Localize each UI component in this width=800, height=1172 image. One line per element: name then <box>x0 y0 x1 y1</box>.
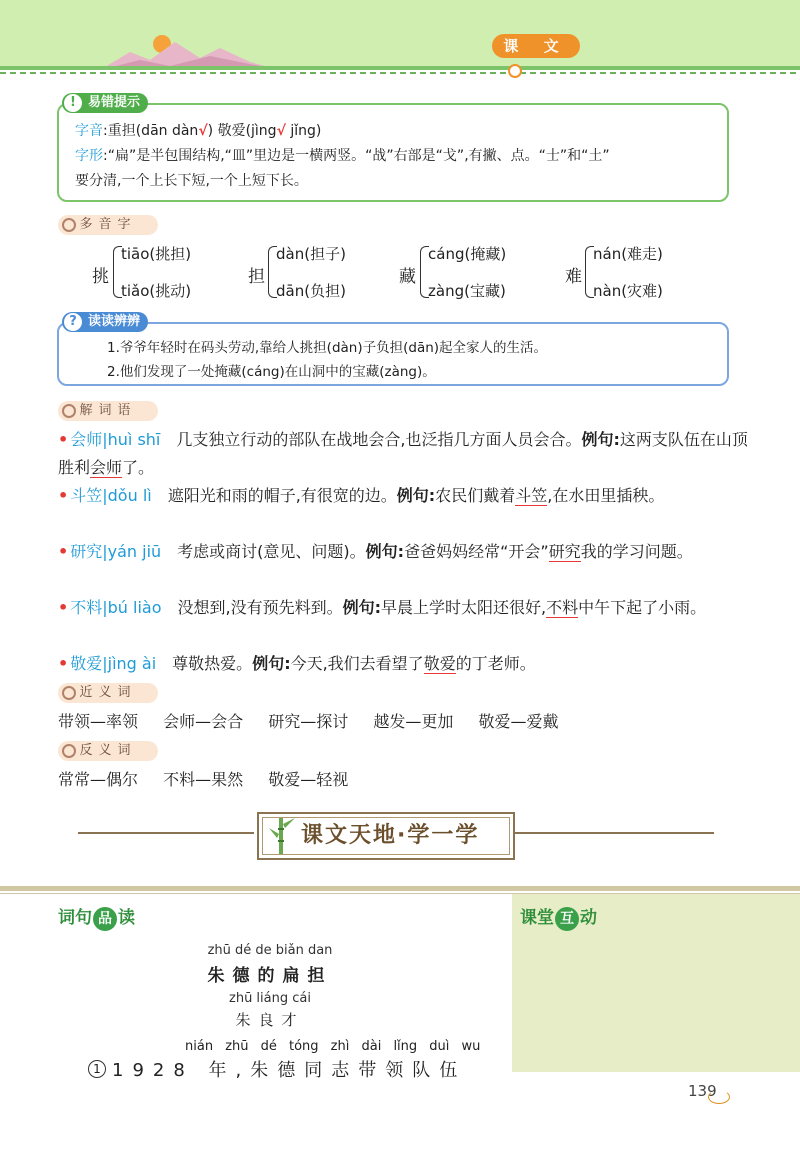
scroll-curl-icon <box>62 686 76 700</box>
bamboo-icon <box>267 816 297 856</box>
vocab-item: • 不料|bú liào 没想到,没有预先料到。例句:早晨上学时太阳还很好,不料中午下起了小雨。 <box>58 598 707 617</box>
check-mark-icon: √ <box>276 123 286 139</box>
synonym-pair: 敬爱—爱戴 <box>478 712 559 731</box>
antonym-pair: 敬爱—轻视 <box>268 770 349 789</box>
tip-title: 易错提示 <box>88 95 141 110</box>
vocab-word: 研究 <box>70 542 103 561</box>
class-heading: 课堂 互 动 <box>520 903 597 931</box>
mountain-illustration <box>100 30 280 70</box>
paragraph-number: 1 <box>88 1060 106 1078</box>
poly-char: 藏 <box>399 267 416 287</box>
tip-title-tag <box>62 93 148 113</box>
tip-line-2: 字形:“扁”是半包围结构,“皿”里边是一横两竖。“战”右部是“戈”,有撇、点。“士”和“土” <box>75 148 610 164</box>
vocab-word: 会师 <box>70 430 103 449</box>
page-curl-icon <box>708 1090 730 1104</box>
poly-reading: nán(难走) <box>593 245 663 263</box>
story-text: 1928 年,朱德同志带领队伍 <box>112 1060 467 1081</box>
synonym-pair: 越发—更加 <box>373 712 454 731</box>
section-banner <box>257 812 515 860</box>
question-icon: ? <box>64 313 82 331</box>
poly-reading: dàn(担子) <box>276 245 346 263</box>
poly-char: 挑 <box>92 267 109 287</box>
vocab-word: 斗笠 <box>70 486 103 505</box>
synonym-pair: 带领—率领 <box>58 712 139 731</box>
poly-reading: nàn(灾难) <box>593 282 663 300</box>
vocab-item: • 斗笠|dǒu lì 遮阳光和雨的帽子,有很宽的边。例句:农民们戴着斗笠,在水田里插秧。 <box>58 486 665 505</box>
ribbon-knot-icon <box>508 64 522 78</box>
header-rail-dots <box>0 72 800 74</box>
poly-reading: tiǎo(挑动) <box>121 282 192 300</box>
section-tag: 课 文 <box>492 34 580 58</box>
scroll-curl-icon <box>62 404 76 418</box>
story-pinyin: nián zhū dé tóng zhì dài lǐng duì wu <box>185 1039 481 1054</box>
section-tag-synonyms: 近义词 <box>58 683 158 703</box>
page-number: 139 <box>688 1082 717 1100</box>
vocab-pinyin: yán jiū <box>107 542 162 561</box>
reading-heading: 词句 品 读 <box>58 903 135 931</box>
check-mark-icon: √ <box>198 123 208 139</box>
section-tag-antonyms: 反义词 <box>58 741 158 761</box>
tip-line-1: 字音:重担(dān dàn√) 敬爱(jìng√ jǐng) <box>75 123 322 139</box>
vocab-item: • 敬爱|jìng ài 尊敬热爱。例句:今天,我们去看望了敬爱的丁老师。 <box>58 654 536 673</box>
vocab-pinyin: dǒu lì <box>107 486 152 505</box>
scroll-curl-icon <box>62 744 76 758</box>
vocab-pinyin: bú liào <box>107 598 162 617</box>
scroll-curl-icon <box>62 218 76 232</box>
synonym-pair: 会师—会合 <box>163 712 244 731</box>
vocab-item: • 会师|huì shī 几支独立行动的部队在战地会合,也泛指几方面人员会合。例句:这两支队伍在山顶胜利会师了。 <box>58 430 748 477</box>
story-title: 朱德的扁担 <box>207 966 333 986</box>
exclamation-icon: ! <box>64 94 82 112</box>
vocab-pinyin: huì shī <box>107 430 161 449</box>
read-sentence-1: 1.爷爷年轻时在码头劳动,靠给人挑担(dàn)子负担(dān)起全家人的生活。 <box>107 340 548 356</box>
read-title: 读读辨辨 <box>88 314 141 329</box>
tip-label-pronunciation: 字音 <box>75 123 103 139</box>
poly-reading: dān(负担) <box>276 282 346 300</box>
vocab-word: 敬爱 <box>70 654 103 673</box>
poly-char: 难 <box>565 267 582 287</box>
synonym-list <box>58 709 578 732</box>
author-pinyin: zhū liáng cái <box>229 991 311 1006</box>
title-pinyin: zhū dé de biǎn dan <box>207 943 333 958</box>
antonym-pair: 常常—偶尔 <box>58 770 139 789</box>
bamboo-rail <box>0 886 800 891</box>
poly-reading: cáng(掩藏) <box>428 245 507 263</box>
vocab-item: • 研究|yán jiū 考虑或商讨(意见、问题)。例句:爸爸妈妈经常“开会”研究我的学习问题。 <box>58 542 693 561</box>
poly-reading: tiāo(挑担) <box>121 245 192 263</box>
read-sentence-2: 2.他们发现了一处掩藏(cáng)在山洞中的宝藏(zàng)。 <box>107 364 436 380</box>
story-author: 朱良才 <box>235 1011 305 1029</box>
banner-title: 课文天地·学一学 <box>301 823 480 848</box>
poly-reading: zàng(宝藏) <box>428 282 506 300</box>
banner-rule-right <box>514 832 714 834</box>
tip-line-3: 要分清,一个上长下短,一个上短下长。 <box>75 173 308 189</box>
header-rail <box>0 66 800 70</box>
section-tag-vocab: 解词语 <box>58 401 158 421</box>
poly-char: 担 <box>248 267 265 287</box>
antonym-pair: 不料—果然 <box>163 770 244 789</box>
synonym-pair: 研究—探讨 <box>268 712 349 731</box>
antonym-list <box>58 767 368 790</box>
read-title-tag <box>62 312 148 332</box>
vocab-word: 不料 <box>70 598 103 617</box>
section-tag-polyphonic: 多音字 <box>58 215 158 235</box>
tip-label-form: 字形 <box>75 148 103 164</box>
vocab-pinyin: jìng ài <box>107 654 157 673</box>
banner-rule-left <box>78 832 254 834</box>
